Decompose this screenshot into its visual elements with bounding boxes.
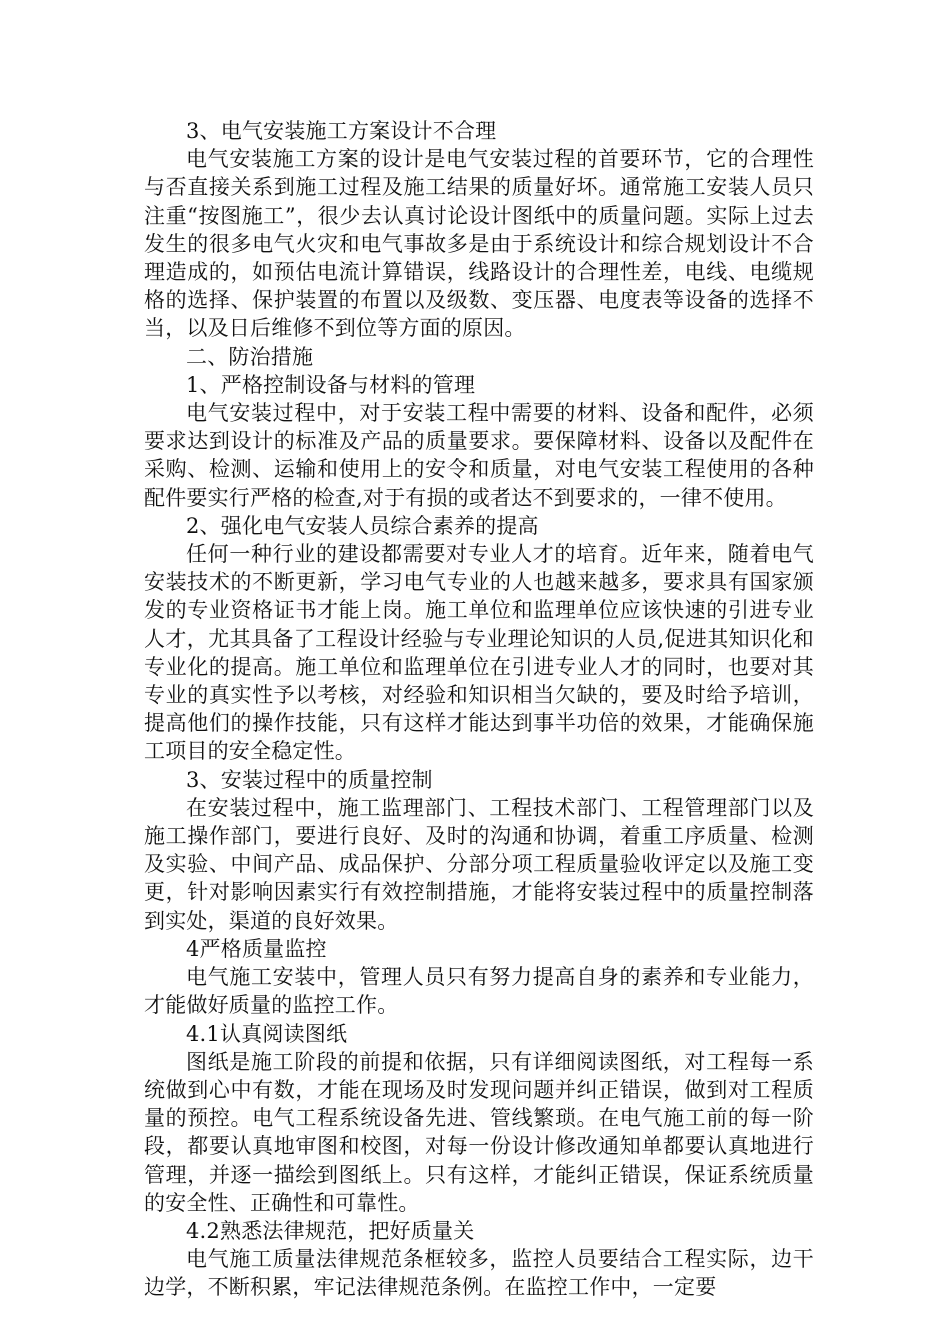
section-heading: 2、强化电气安装人员综合素养的提高 <box>186 513 539 538</box>
chapter-heading: 二、防治措施 <box>186 344 314 369</box>
section-heading: 4严格质量监控 <box>186 936 327 961</box>
section-heading: 3、安装过程中的质量控制 <box>186 767 433 792</box>
body-paragraph: 任何一种行业的建设都需要对专业人才的培育。近年来，随着电气安装技术的不断更新，学习电气专业的人也越来越多，要求具有国家颁发的专业资格证书才能上岗。施工单位和监理单位应该快速的引进专业人才，尤其具备了工程设计经验与专业理论知识的人员,促进其知识化和专业化的提高。施工单位和监理单位在引进专业人才的同时，也要对其专业的真实性予以考核，对经验和知识相当欠缺的，要及时给予培训，提高他们的操作技能，只有这样才能达到事半功倍的效果，才能确保施工项目的安全稳定性。 <box>144 542 814 764</box>
section-heading: 1、严格控制设备与材料的管理 <box>186 372 476 397</box>
body-paragraph: 电气施工质量法律规范条框较多，监控人员要结合工程实际，边干边学，不断积累，牢记法律规范条例。在监控工作中，一定要 <box>144 1247 814 1300</box>
body-paragraph: 电气安装过程中，对于安装工程中需要的材料、设备和配件，必须要求达到设计的标准及产品的质量要求。要保障材料、设备以及配件在采购、检测、运输和使用上的安令和质量，对电气安装工程使用的各种配件要实行严格的检查,对于有损的或者达不到要求的，一律不使用。 <box>144 401 814 510</box>
subsection-heading: 4.2熟悉法律规范，把好质量关 <box>186 1218 475 1243</box>
body-paragraph: 电气安装施工方案的设计是电气安装过程的首要环节，它的合理性与否直接关系到施工过程及施工结果的质量好坏。通常施工安装人员只注重“按图施工”，很少去认真讨论设计图纸中的质量问题。实际上过去发生的很多电气火灾和电气事故多是由于系统设计和综合规划设计不合理造成的，如预估电流计算错误，线路设计的合理性差，电线、电缆规格的选择、保护装置的布置以及级数、变压器、电度表等设备的选择不当，以及日后维修不到位等方面的原因。 <box>144 147 814 341</box>
body-paragraph: 在安装过程中，施工监理部门、工程技术部门、工程管理部门以及施工操作部门，要进行良好、及时的沟通和协调，着重工序质量、检测及实验、中间产品、成品保护、分部分项工程质量验收评定以及施工变更，针对影响因素实行有效控制措施，才能将安装过程中的质量控制落到实处，渠道的良好效果。 <box>144 795 814 933</box>
section-heading: 3、电气安装施工方案设计不合理 <box>186 119 497 143</box>
body-paragraph: 电气施工安装中，管理人员只有努力提高自身的素养和专业能力，才能做好质量的监控工作。 <box>144 965 814 1018</box>
body-paragraph: 图纸是施工阶段的前提和依据，只有详细阅读图纸，对工程每一系统做到心中有数，才能在现场及时发现问题并纠正错误，做到对工程质量的预控。电气工程系统设备先进、管线繁琐。在电气施工前的每一阶段，都要认真地审图和校图，对每一份设计修改通知单都要认真地进行管理，并逐一描绘到图纸上。只有这样，才能纠正错误，保证系统质量的安全性、正确性和可靠性。 <box>144 1049 814 1215</box>
document-page <box>144 117 814 1302</box>
subsection-heading: 4.1认真阅读图纸 <box>186 1021 348 1046</box>
